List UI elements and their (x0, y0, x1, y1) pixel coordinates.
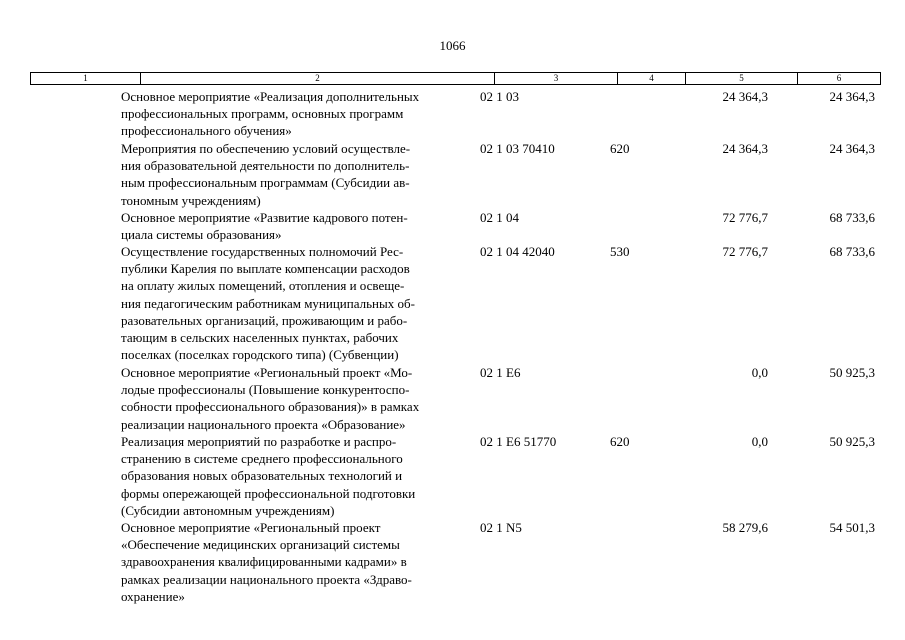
description-line: рамках реализации национального проекта «Здраво- (121, 571, 412, 587)
budget-rows (0, 88, 905, 605)
column-header-4: 4 (618, 73, 686, 85)
column-header-row (31, 73, 881, 85)
target-article-code: 02 1 E6 (480, 365, 521, 380)
amount-year-2: 24 364,3 (829, 141, 875, 156)
table-row (0, 88, 905, 140)
column-header-3: 3 (495, 73, 618, 85)
description-line: ния педагогическим работникам муниципальных об- (121, 295, 415, 311)
description-line: поселках (поселках городского типа) (Субвенции) (121, 347, 399, 363)
amount-year-1: 0,0 (751, 365, 768, 380)
description-line: профессионального обучения» (121, 123, 292, 139)
description-line: собности профессионального образования)» в рамках (121, 399, 420, 415)
amount-year-2: 68 733,6 (829, 244, 875, 259)
table-row (0, 364, 905, 433)
column-header-5: 5 (686, 73, 798, 85)
amount-year-2: 50 925,3 (829, 365, 875, 380)
amount-year-1: 24 364,3 (722, 141, 768, 156)
description-line: ния образовательной деятельности по дополнитель- (121, 158, 410, 174)
description-line: здравоохранения квалифицированными кадрами» в (121, 554, 407, 570)
description-line: формы опережающей профессиональной подготовки (121, 485, 416, 501)
description-line: Мероприятия по обеспечению условий осуществле- (121, 141, 411, 156)
row-description (121, 433, 469, 519)
amount-year-2: 50 925,3 (829, 434, 875, 449)
expense-type-code: 530 (610, 244, 630, 259)
column-header-2: 2 (141, 73, 495, 85)
description-line: (Субсидии автономным учреждениям) (121, 502, 335, 518)
description-line: Основное мероприятие «Региональный проект «Мо- (121, 365, 413, 380)
column-header-1: 1 (31, 73, 141, 85)
description-line: разовательных организаций, проживающим и рабо- (121, 312, 408, 328)
table-row (0, 140, 905, 209)
table-row (0, 243, 905, 364)
amount-year-1: 58 279,6 (722, 520, 768, 535)
table-row (0, 433, 905, 519)
description-line: Реализация мероприятий по разработке и распро- (121, 434, 397, 449)
target-article-code: 02 1 03 (480, 89, 519, 104)
description-line: циала системы образования» (121, 227, 282, 243)
description-line: публики Карелия по выплате компенсации расходов (121, 261, 410, 277)
description-line: Основное мероприятие «Региональный проект (121, 520, 381, 535)
table-row (0, 209, 905, 243)
amount-year-1: 72 776,7 (722, 210, 768, 225)
description-line: лодые профессионалы (Повышение конкурентоспо- (121, 382, 410, 398)
amount-year-1: 72 776,7 (722, 244, 768, 259)
description-line: тающим в сельских населенных пунктах, рабочих (121, 330, 399, 346)
row-description (121, 519, 469, 605)
row-description (121, 364, 469, 433)
amount-year-1: 24 364,3 (722, 89, 768, 104)
description-line: Основное мероприятие «Реализация дополнительных (121, 89, 420, 104)
column-header-6: 6 (798, 73, 881, 85)
table-row (0, 519, 905, 605)
description-line: тономным учреждениям) (121, 192, 261, 208)
target-article-code: 02 1 E6 51770 (480, 434, 557, 449)
row-description (121, 243, 469, 363)
expense-type-code: 620 (610, 141, 630, 156)
amount-year-2: 54 501,3 (829, 520, 875, 535)
expense-type-code: 620 (610, 434, 630, 449)
description-line: образования новых образовательных технологий и (121, 468, 403, 484)
target-article-code: 02 1 N5 (480, 520, 522, 535)
description-line: «Обеспечение медицинских организаций системы (121, 537, 400, 553)
description-line: на оплату жилых помещений, отопления и освеще- (121, 278, 405, 294)
target-article-code: 02 1 04 (480, 210, 519, 225)
description-line: Осуществление государственных полномочий Рес- (121, 244, 404, 259)
description-line: реализации национального проекта «Образование» (121, 416, 406, 432)
row-description (121, 209, 469, 243)
description-line: странению в системе среднего профессионального (121, 451, 403, 467)
row-description (121, 88, 469, 140)
description-line: ным профессиональным программам (Субсидии ав- (121, 175, 410, 191)
page-number: 1066 (439, 38, 466, 53)
target-article-code: 02 1 03 70410 (480, 141, 555, 156)
row-description (121, 140, 469, 209)
description-line: Основное мероприятие «Развитие кадрового потен- (121, 210, 408, 225)
amount-year-1: 0,0 (751, 434, 768, 449)
description-line: профессиональных программ, основных программ (121, 106, 404, 122)
description-line: охранение» (121, 588, 185, 604)
target-article-code: 02 1 04 42040 (480, 244, 555, 259)
amount-year-2: 24 364,3 (829, 89, 875, 104)
amount-year-2: 68 733,6 (829, 210, 875, 225)
column-header-table (30, 72, 881, 85)
